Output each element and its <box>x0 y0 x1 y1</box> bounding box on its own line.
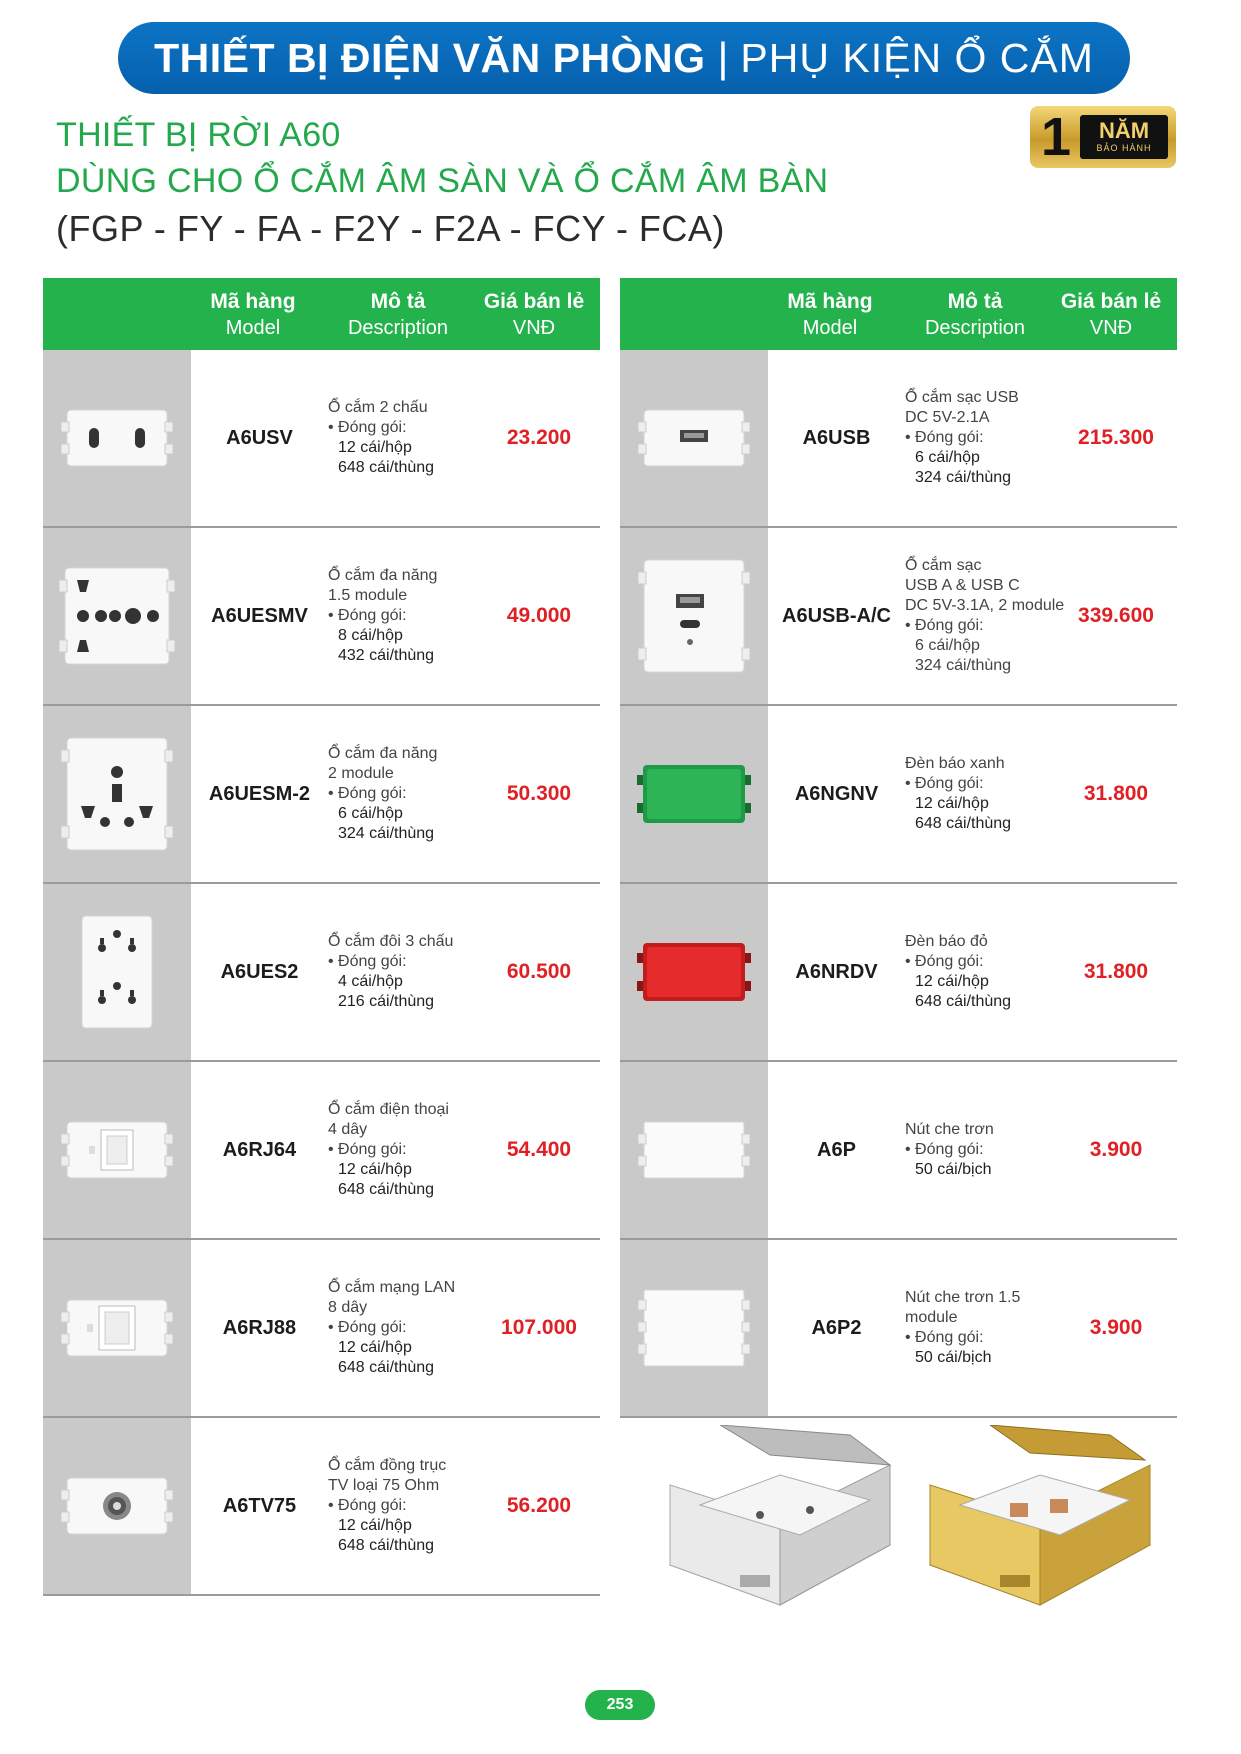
title-line-1: THIẾT BỊ RỜI A60 <box>56 116 341 154</box>
model-code: A6UESM-2 <box>208 782 311 805</box>
desc-line: • Đóng gói: <box>905 1141 984 1158</box>
pack-line: 50 cái/bịch <box>915 1161 992 1178</box>
pack-line: 4 cái/hộp <box>338 973 403 990</box>
pack-line: 12 cái/hộp <box>915 973 989 990</box>
warranty-years: 1 <box>1040 107 1072 167</box>
table-row <box>43 1062 600 1240</box>
pack-line: 8 cái/hộp <box>338 627 403 644</box>
price: 215.300 <box>1078 426 1154 449</box>
desc-line: Ổ cắm đa năng <box>328 745 438 762</box>
product-image <box>620 1062 768 1238</box>
desc-line: • Đóng gói: <box>328 419 407 436</box>
desc-line: Ổ cắm sạc USB <box>905 389 1019 406</box>
table-row <box>620 1240 1177 1418</box>
title-line-2: DÙNG CHO Ổ CẮM ÂM SÀN VÀ Ổ CẮM ÂM BÀN <box>56 162 829 200</box>
warranty-word: NĂM <box>1098 118 1150 143</box>
title-line-3: (FGP - FY - FA - F2Y - F2A - FCY - FCA) <box>56 208 725 249</box>
table-row <box>43 1418 600 1596</box>
desc-header-en: Description <box>924 317 1026 339</box>
header-subcategory: PHỤ KIỆN Ổ CẮM <box>740 34 1094 81</box>
pack-line: 648 cái/thùng <box>338 459 435 476</box>
pack-line: 6 cái/hộp <box>338 805 403 822</box>
desc-line: 4 dây <box>328 1121 368 1138</box>
left-price-table <box>43 278 600 1596</box>
price: 23.200 <box>506 426 572 449</box>
desc-line: • Đóng gói: <box>905 429 984 446</box>
model-code: A6RJ64 <box>222 1138 297 1161</box>
desc-line: Nút che trơn 1.5 <box>905 1289 1021 1306</box>
warranty-badge <box>1030 106 1176 168</box>
pack-line: 648 cái/thùng <box>915 993 1012 1010</box>
desc-line: Ổ cắm sạc <box>905 557 982 574</box>
product-image <box>620 706 768 882</box>
pack-line: 12 cái/hộp <box>915 795 989 812</box>
description-column-header <box>328 288 468 342</box>
description <box>328 1418 478 1594</box>
desc-line: Ổ cắm đôi 3 chấu <box>328 933 454 950</box>
price: 107.000 <box>501 1316 577 1339</box>
table-row <box>43 1240 600 1418</box>
price-header-vi: Giá bán lẻ <box>1060 290 1162 313</box>
model-code: A6UES2 <box>220 960 299 983</box>
tv-coaxial-socket-icon <box>61 1474 173 1538</box>
table-header <box>620 278 1177 350</box>
pack-line: 324 cái/thùng <box>338 825 435 842</box>
header-category: THIẾT BỊ ĐIỆN VĂN PHÒNG <box>154 34 706 81</box>
warranty-sub: BẢO HÀNH <box>1096 143 1152 153</box>
desc-line: • Đóng gói: <box>905 617 984 634</box>
model-header-en: Model <box>225 317 281 339</box>
price: 56.200 <box>506 1494 572 1517</box>
product-image <box>43 1062 191 1238</box>
model-column-header <box>183 288 323 342</box>
pack-line: 324 cái/thùng <box>915 657 1012 674</box>
desc-header-vi: Mô tả <box>947 290 1003 313</box>
pack-line: 50 cái/bịch <box>915 1349 992 1366</box>
price: 60.500 <box>506 960 572 983</box>
model-header-vi: Mã hàng <box>787 290 873 313</box>
desc-line: 2 module <box>328 765 394 782</box>
table-row <box>43 706 600 884</box>
desc-line: • Đóng gói: <box>905 953 984 970</box>
price: 54.400 <box>506 1138 572 1161</box>
table-row <box>620 884 1177 1062</box>
desc-line: • Đóng gói: <box>328 1141 407 1158</box>
product-image <box>620 1240 768 1416</box>
desc-line: USB A & USB C <box>905 577 1020 594</box>
pack-line: 432 cái/thùng <box>338 647 435 664</box>
description <box>328 884 478 1060</box>
telephone-socket-icon <box>61 1118 173 1182</box>
desc-line: DC 5V-3.1A, 2 module <box>905 597 1065 614</box>
desc-line: Ổ cắm mạng LAN <box>328 1279 456 1296</box>
pack-line: 648 cái/thùng <box>915 815 1012 832</box>
model-code: A6TV75 <box>222 1494 297 1517</box>
pack-line: 216 cái/thùng <box>338 993 435 1010</box>
product-image <box>43 884 191 1060</box>
model-code: A6USB <box>802 426 871 449</box>
table-row <box>43 884 600 1062</box>
pack-line: 12 cái/hộp <box>338 439 412 456</box>
table-row <box>620 1062 1177 1240</box>
desc-line: • Đóng gói: <box>328 1319 407 1336</box>
price: 31.800 <box>1083 960 1149 983</box>
desc-header-vi: Mô tả <box>370 290 426 313</box>
pack-line: 324 cái/thùng <box>915 469 1012 486</box>
desc-line: Ổ cắm đa năng <box>328 567 438 584</box>
table-header <box>43 278 600 350</box>
pack-line: 6 cái/hộp <box>915 637 980 654</box>
table-row <box>43 528 600 706</box>
product-image <box>620 528 768 704</box>
description <box>328 1240 478 1416</box>
gold-floor-box-icon <box>920 1425 1160 1615</box>
green-indicator-light-icon <box>637 761 751 827</box>
desc-line: Nút che trơn <box>905 1121 994 1138</box>
model-code: A6NGNV <box>794 782 879 805</box>
usb-a-c-charger-icon <box>638 558 750 674</box>
model-header-vi: Mã hàng <box>210 290 296 313</box>
pack-line: 12 cái/hộp <box>338 1161 412 1178</box>
table-row <box>620 350 1177 528</box>
desc-line: DC 5V-2.1A <box>905 409 990 426</box>
pack-line: 648 cái/thùng <box>338 1359 435 1376</box>
model-column-header <box>760 288 900 342</box>
product-image <box>43 1240 191 1416</box>
two-pin-socket-icon <box>61 406 173 470</box>
blank-cover-1-5-icon <box>638 1286 750 1370</box>
header-banner <box>118 22 1130 94</box>
price-column-header <box>468 288 600 342</box>
price-column-header <box>1045 288 1177 342</box>
pack-line: 648 cái/thùng <box>338 1537 435 1554</box>
blank-cover-icon <box>638 1118 750 1182</box>
model-code: A6RJ88 <box>222 1316 297 1339</box>
price: 31.800 <box>1083 782 1149 805</box>
product-image <box>43 1418 191 1594</box>
model-code: A6USV <box>226 426 293 449</box>
product-image <box>43 350 191 526</box>
description <box>328 706 478 882</box>
price: 50.300 <box>506 782 572 805</box>
page-title <box>56 112 828 254</box>
description <box>905 1062 1055 1238</box>
desc-line: 1.5 module <box>328 587 408 604</box>
universal-socket-2-module-icon <box>61 736 173 852</box>
price: 3.900 <box>1089 1316 1143 1339</box>
header-separator: | <box>717 34 729 81</box>
desc-line: module <box>905 1309 958 1326</box>
pack-line: 12 cái/hộp <box>338 1517 412 1534</box>
silver-floor-box-icon <box>660 1425 900 1615</box>
product-image <box>43 528 191 704</box>
model-code: A6P2 <box>811 1316 862 1339</box>
double-three-pin-socket-icon <box>80 914 154 1030</box>
model-code: A6P <box>817 1138 856 1161</box>
table-row <box>43 350 600 528</box>
page-number: 253 <box>585 1690 655 1720</box>
price: 49.000 <box>506 604 572 627</box>
pack-line: 12 cái/hộp <box>338 1339 412 1356</box>
desc-line: TV loại 75 Ohm <box>328 1477 440 1494</box>
desc-line: Ổ cắm điện thoại <box>328 1101 449 1118</box>
description <box>905 350 1055 526</box>
desc-line: • Đóng gói: <box>328 1497 407 1514</box>
desc-header-en: Description <box>347 317 449 339</box>
description <box>328 528 478 704</box>
product-image <box>620 350 768 526</box>
table-row <box>620 706 1177 884</box>
universal-socket-1-5-module-icon <box>59 566 175 666</box>
price-header-en: VNĐ <box>512 317 556 339</box>
product-image <box>620 884 768 1060</box>
desc-line: Đèn báo đỏ <box>905 933 988 950</box>
description <box>328 350 478 526</box>
desc-line: • Đóng gói: <box>905 775 984 792</box>
desc-line: • Đóng gói: <box>905 1329 984 1346</box>
usb-charger-icon <box>638 406 750 470</box>
table-row <box>620 528 1177 706</box>
model-code: A6NRDV <box>795 960 878 983</box>
model-code: A6UESMV <box>211 604 308 627</box>
product-image <box>43 706 191 882</box>
description <box>905 528 1065 704</box>
lan-socket-icon <box>61 1296 173 1360</box>
description-column-header <box>905 288 1045 342</box>
desc-line: Ổ cắm 2 chấu <box>328 399 428 416</box>
floor-box-photos <box>660 1425 1180 1615</box>
warranty-label-box <box>1080 115 1168 159</box>
model-header-en: Model <box>802 317 858 339</box>
desc-line: • Đóng gói: <box>328 785 407 802</box>
desc-line: Đèn báo xanh <box>905 755 1005 772</box>
right-price-table <box>620 278 1177 1418</box>
price: 339.600 <box>1078 604 1154 627</box>
price: 3.900 <box>1089 1138 1143 1161</box>
description <box>905 706 1055 882</box>
price-header-en: VNĐ <box>1089 317 1133 339</box>
red-indicator-light-icon <box>637 939 751 1005</box>
desc-line: • Đóng gói: <box>328 953 407 970</box>
price-header-vi: Giá bán lẻ <box>483 290 585 313</box>
desc-line: 8 dây <box>328 1299 368 1316</box>
description <box>328 1062 478 1238</box>
desc-line: • Đóng gói: <box>328 607 407 624</box>
description <box>905 1240 1055 1416</box>
description <box>905 884 1055 1060</box>
pack-line: 648 cái/thùng <box>338 1181 435 1198</box>
desc-line: Ổ cắm đồng trục <box>328 1457 447 1474</box>
model-code: A6USB-A/C <box>782 604 891 627</box>
pack-line: 6 cái/hộp <box>915 449 980 466</box>
